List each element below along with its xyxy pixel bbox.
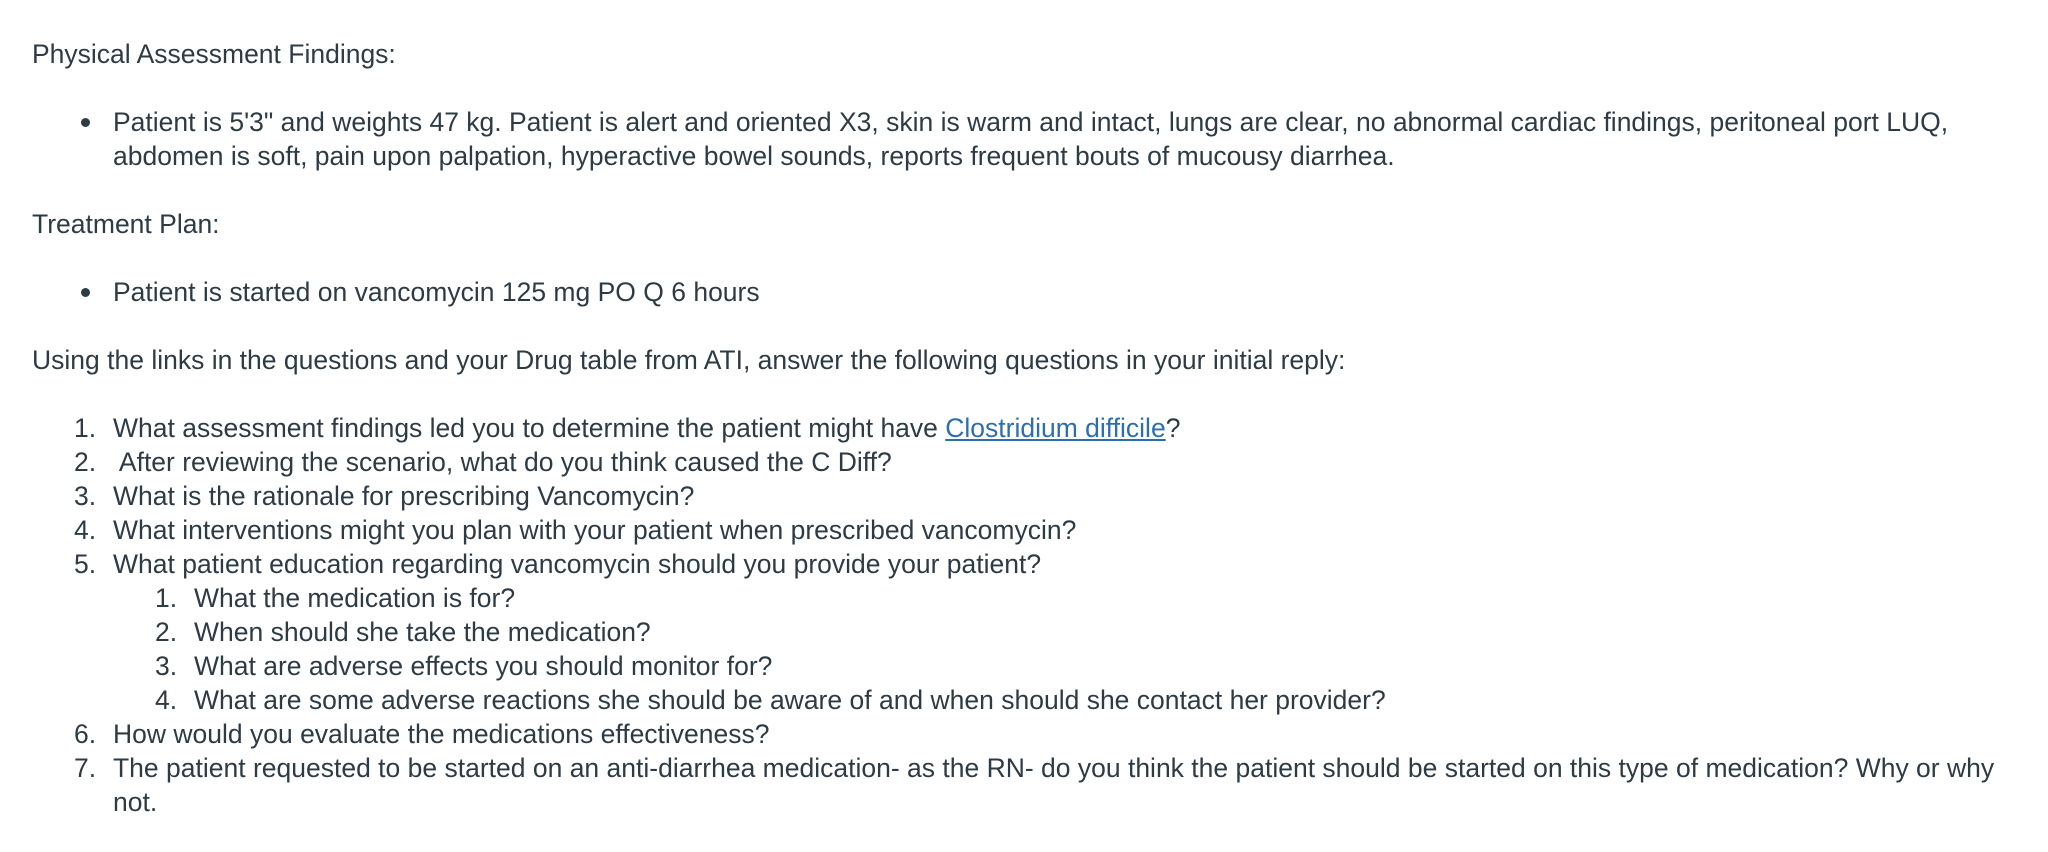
subquestion-number: 1. [155, 583, 178, 613]
question-text: What interventions might you plan with your patient when prescribed vancomycin? [113, 515, 1077, 545]
question-item-7 [32, 751, 2016, 819]
subquestion-text: What the medication is for? [194, 583, 516, 613]
education-subquestions-list [113, 581, 2016, 717]
question-item-5 [32, 547, 2016, 717]
question-item-4 [32, 513, 2016, 547]
treatment-plan-list [32, 275, 2016, 309]
question-text: How would you evaluate the medications effectiveness? [113, 719, 770, 749]
subquestion-item-2 [113, 615, 2016, 649]
question-item-3 [32, 479, 2016, 513]
question-text: The patient requested to be started on an anti-diarrhea medication- as the RN- do you think the patient should be started on this type of medication? Why or why not. [113, 753, 1995, 817]
subquestion-text: What are some adverse reactions she should be aware of and when should she contact her provider? [194, 685, 1386, 715]
subquestion-text: What are adverse effects you should monitor for? [194, 651, 773, 681]
subquestion-number: 3. [155, 651, 178, 681]
bullet-icon [81, 118, 90, 127]
instructions-text: Using the links in the questions and your Drug table from ATI, answer the following questions in your initial reply: [32, 345, 1346, 375]
physical-assessment-text: Patient is 5'3" and weights 47 kg. Patient is alert and oriented X3, skin is warm and intact, lungs are clear, no abnormal cardiac findings, peritoneal port LUQ, abdomen is soft, pain upon palpation, hyperactive bowel sounds, reports frequent bouts of mucousy diarrhea. [113, 107, 1949, 171]
question-text-suffix: ? [1165, 413, 1181, 443]
list-item [32, 105, 2016, 173]
question-text: What is the rationale for prescribing Vancomycin? [113, 481, 695, 511]
subquestion-item-1 [113, 581, 2016, 615]
treatment-plan-heading: Treatment Plan: [32, 209, 220, 239]
question-text: After reviewing the scenario, what do you think caused the C Diff? [113, 447, 892, 477]
physical-assessment-list [32, 105, 2016, 173]
question-item-1 [32, 411, 2016, 445]
list-item [32, 275, 2016, 309]
question-number: 2. [74, 447, 97, 477]
physical-assessment-heading: Physical Assessment Findings: [32, 39, 396, 69]
question-number: 5. [74, 549, 97, 579]
question-item-2 [32, 445, 2016, 479]
subquestion-text: When should she take the medication? [194, 617, 651, 647]
question-number: 1. [74, 413, 97, 443]
question-text: What patient education regarding vancomycin should you provide your patient? [113, 549, 1042, 579]
question-number: 6. [74, 719, 97, 749]
questions-list [32, 411, 2016, 819]
treatment-plan-text: Patient is started on vancomycin 125 mg PO Q 6 hours [113, 277, 760, 307]
question-number: 7. [74, 753, 97, 783]
bullet-icon [81, 288, 90, 297]
clostridium-difficile-link[interactable]: Clostridium difficile [945, 413, 1166, 443]
subquestion-item-3 [113, 649, 2016, 683]
question-number: 3. [74, 481, 97, 511]
subquestion-number: 4. [155, 685, 178, 715]
question-number: 4. [74, 515, 97, 545]
subquestion-number: 2. [155, 617, 178, 647]
question-text: What assessment findings led you to determine the patient might have [113, 413, 946, 443]
question-item-6 [32, 717, 2016, 751]
subquestion-item-4 [113, 683, 2016, 717]
